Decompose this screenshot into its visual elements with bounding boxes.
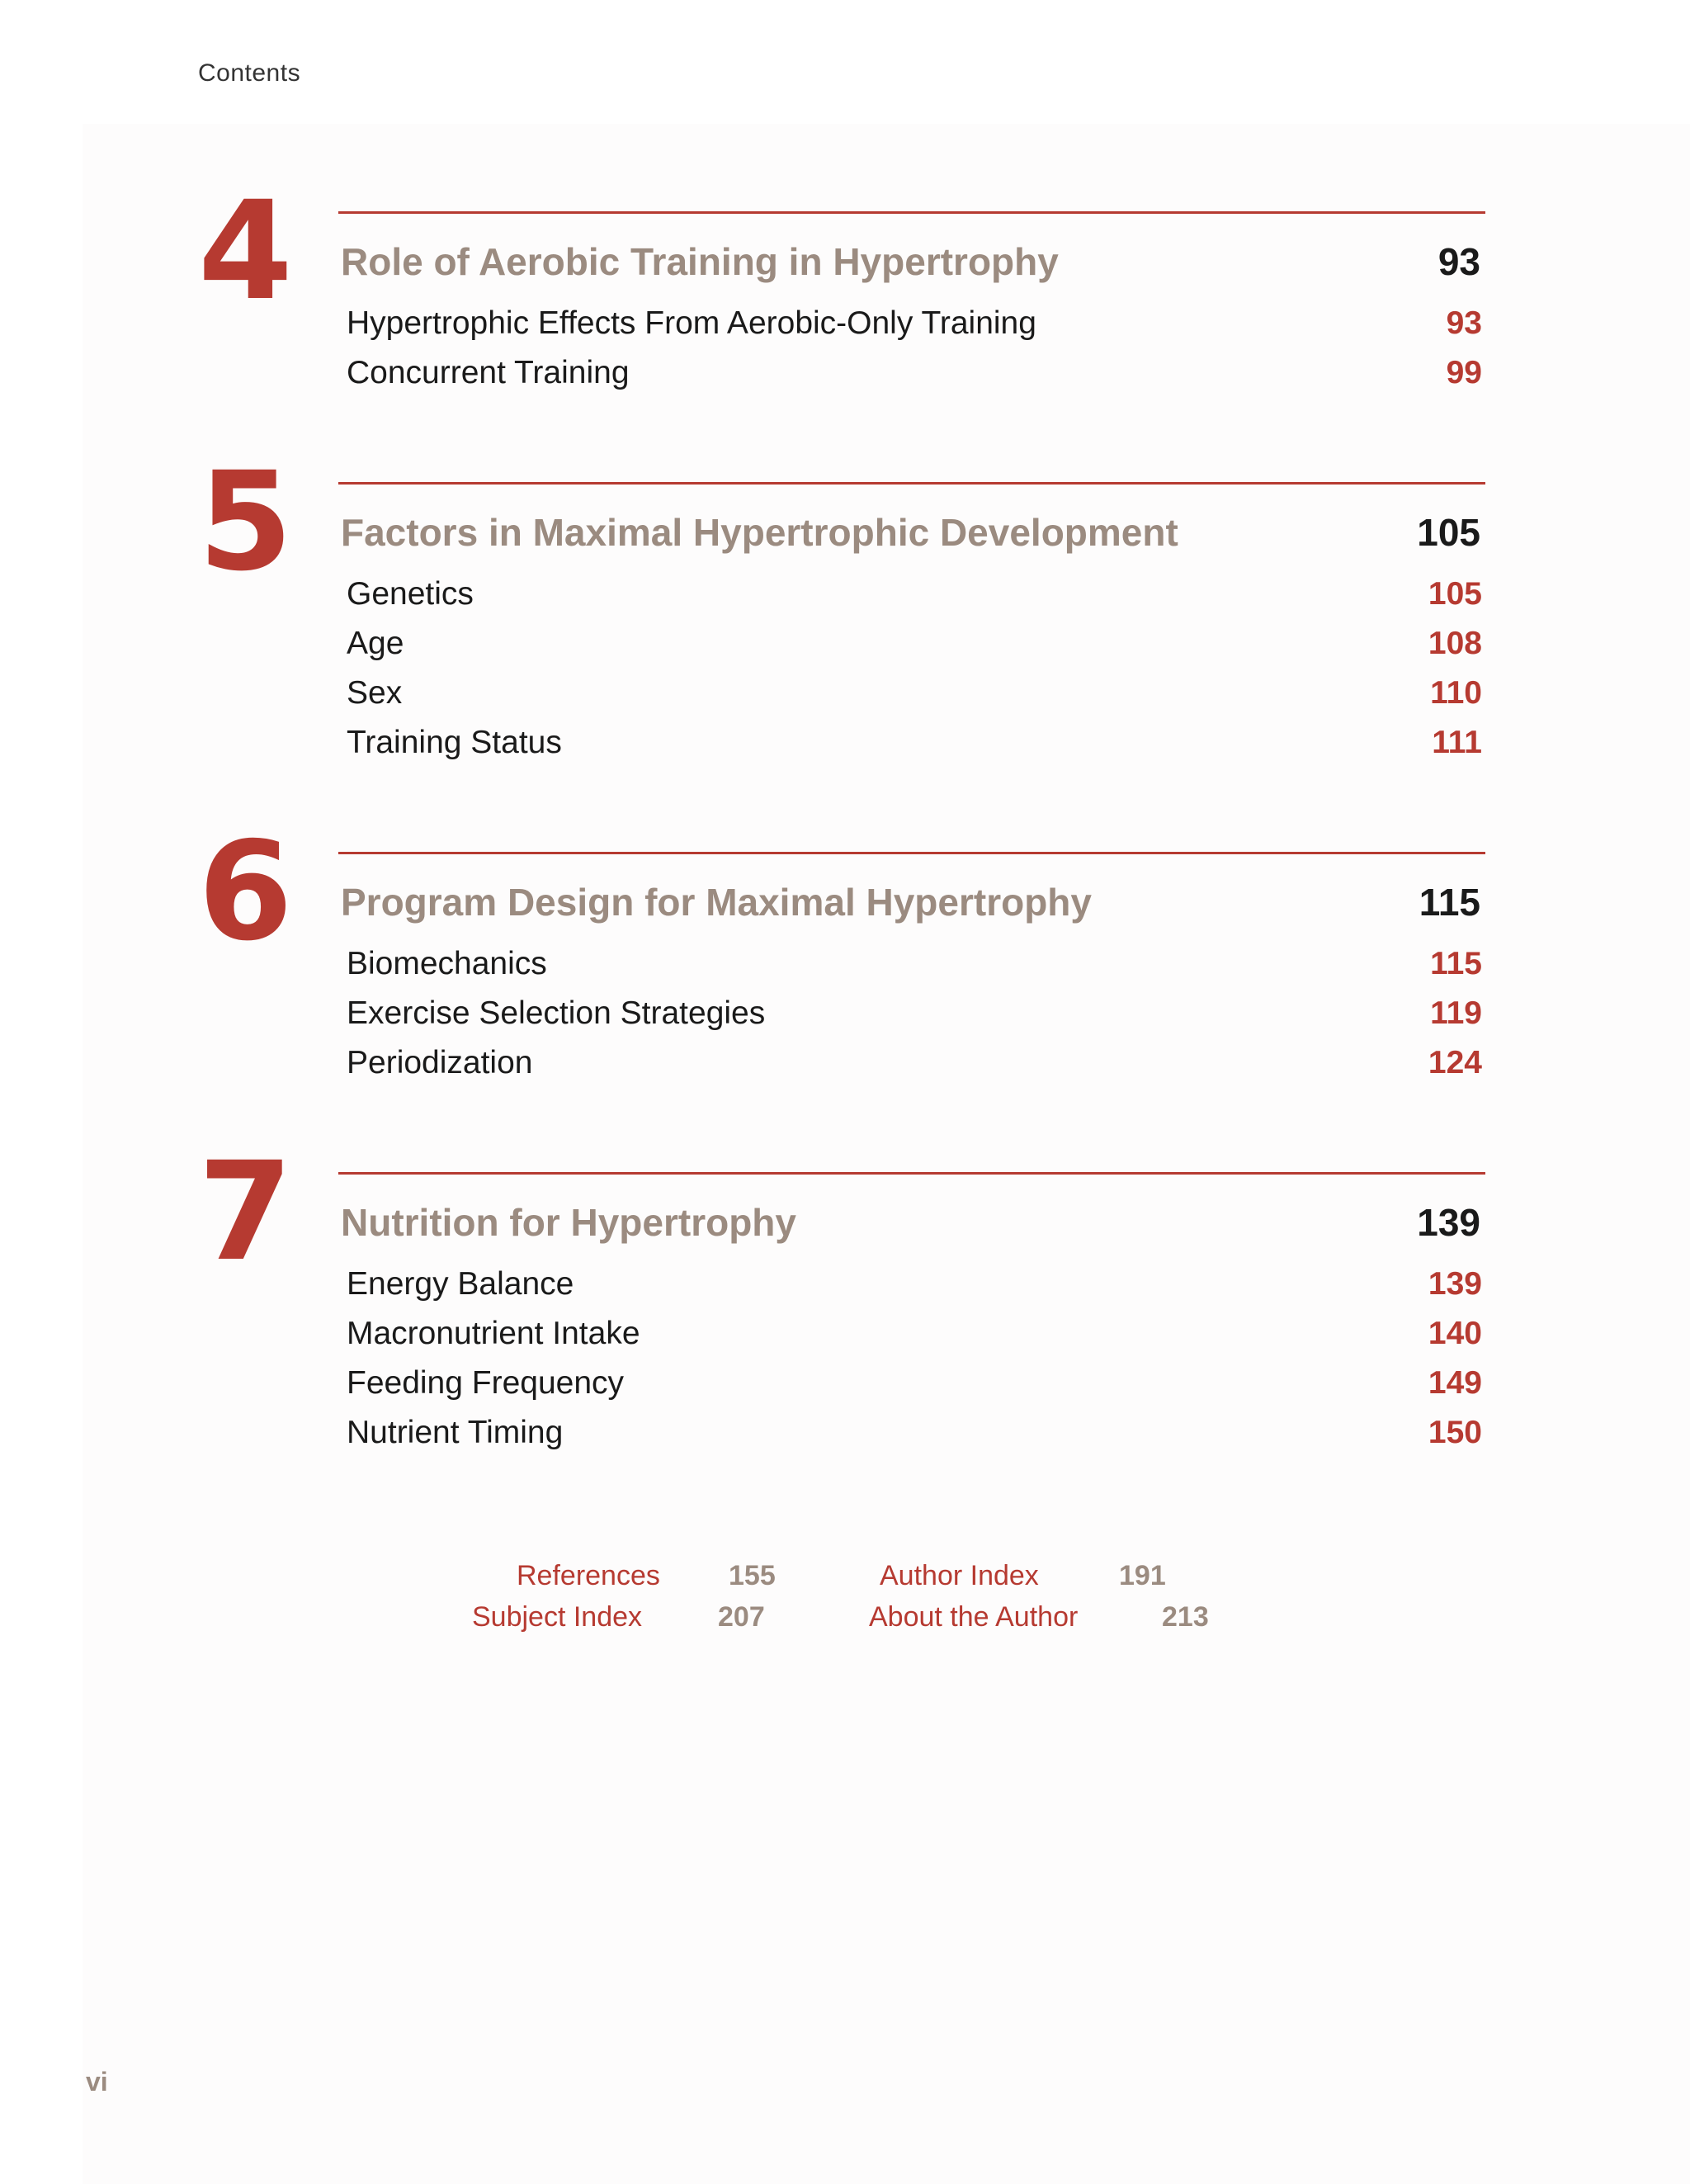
section-page-number: 105 <box>1428 576 1482 612</box>
chapter-title[interactable]: Role of Aerobic Training in Hypertrophy <box>341 240 1059 283</box>
subject-index-link[interactable]: Subject Index <box>472 1601 643 1633</box>
section-page-number: 150 <box>1428 1415 1482 1450</box>
chapter-page-number[interactable]: 93 <box>1437 240 1480 283</box>
section-page-number: 119 <box>1430 995 1482 1031</box>
section-page-number: 111 <box>1432 725 1482 760</box>
chapter-page-number[interactable]: 115 <box>1419 881 1480 924</box>
section-label: Periodization <box>347 1045 533 1080</box>
page-folio: vi <box>86 2067 108 2097</box>
section-label: Nutrient Timing <box>347 1415 564 1450</box>
section-label: Biomechanics <box>347 946 547 981</box>
chapter-title[interactable]: Factors in Maximal Hypertrophic Development <box>341 511 1178 554</box>
chapter-number: 6 <box>198 812 288 971</box>
section-page-number: 124 <box>1428 1045 1482 1080</box>
list-item[interactable] <box>347 669 1482 718</box>
list-item[interactable] <box>347 939 1482 989</box>
section-page-number: 99 <box>1446 355 1482 390</box>
chapter-rule <box>338 482 1485 485</box>
section-label: Sex <box>347 675 403 711</box>
section-list <box>347 939 1482 1088</box>
chapter-number: 5 <box>198 442 288 601</box>
list-item[interactable] <box>347 1260 1482 1309</box>
references-page-number: 155 <box>729 1560 776 1591</box>
page-background <box>83 124 1690 2184</box>
list-item[interactable] <box>347 299 1482 348</box>
section-label: Exercise Selection Strategies <box>347 995 766 1031</box>
list-item[interactable] <box>347 1309 1482 1359</box>
section-page-number: 115 <box>1430 946 1482 981</box>
list-item[interactable] <box>347 619 1482 669</box>
section-label: Macronutrient Intake <box>347 1316 640 1351</box>
section-list <box>347 570 1482 768</box>
section-list <box>347 1260 1482 1458</box>
about-author-page-number: 213 <box>1162 1601 1209 1633</box>
section-page-number: 140 <box>1428 1316 1482 1351</box>
list-item[interactable] <box>347 1038 1482 1088</box>
references-link[interactable]: References <box>517 1560 660 1591</box>
section-label: Hypertrophic Effects From Aerobic-Only Training <box>347 305 1036 341</box>
list-item[interactable] <box>347 1408 1482 1458</box>
chapter-rule <box>338 1172 1485 1175</box>
section-label: Genetics <box>347 576 474 612</box>
chapter-rule <box>338 852 1485 854</box>
subject-index-page-number: 207 <box>718 1601 765 1633</box>
section-label: Feeding Frequency <box>347 1365 625 1401</box>
about-author-link[interactable]: About the Author <box>869 1601 1079 1633</box>
section-page-number: 149 <box>1428 1365 1482 1401</box>
author-index-link[interactable]: Author Index <box>880 1560 1039 1591</box>
section-page-number: 110 <box>1430 675 1482 711</box>
chapter-number: 4 <box>198 172 288 330</box>
chapter-number: 7 <box>198 1132 288 1291</box>
section-page-number: 93 <box>1446 305 1482 341</box>
section-page-number: 139 <box>1428 1266 1482 1302</box>
section-label: Training Status <box>347 725 562 760</box>
section-label: Energy Balance <box>347 1266 574 1302</box>
list-item[interactable] <box>347 718 1482 768</box>
section-list <box>347 299 1482 398</box>
list-item[interactable] <box>347 348 1482 398</box>
section-label: Age <box>347 626 404 661</box>
chapter-title[interactable]: Program Design for Maximal Hypertrophy <box>341 881 1092 924</box>
chapter-page-number[interactable]: 139 <box>1417 1201 1480 1244</box>
section-label: Concurrent Training <box>347 355 630 390</box>
section-page-number: 108 <box>1428 626 1482 661</box>
author-index-page-number: 191 <box>1119 1560 1166 1591</box>
chapter-rule <box>338 211 1485 214</box>
chapter-title[interactable]: Nutrition for Hypertrophy <box>341 1201 796 1244</box>
running-head: Contents <box>198 59 301 87</box>
list-item[interactable] <box>347 1359 1482 1408</box>
list-item[interactable] <box>347 570 1482 619</box>
list-item[interactable] <box>347 989 1482 1038</box>
chapter-page-number[interactable]: 105 <box>1417 511 1480 554</box>
